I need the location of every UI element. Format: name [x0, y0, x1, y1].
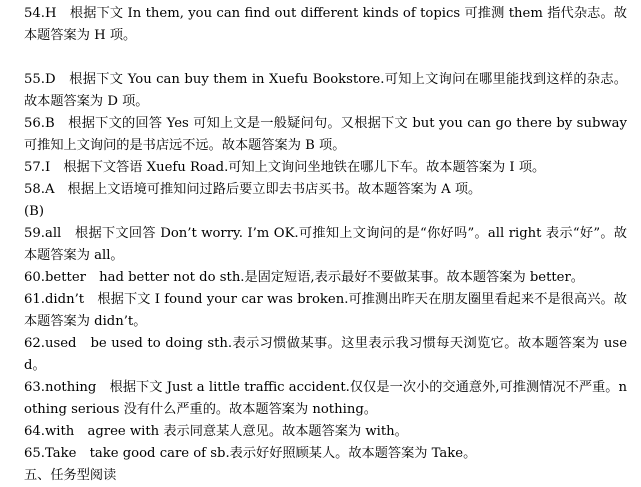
answer-64: 64.with agree with 表示同意某人意见。故本题答案为 with。 [24, 424, 408, 439]
answer-54: 54.H 根据下文 In them, you can find out different kinds of topics 可推测 them 指代杂志。故本题答案为 H 项。 [24, 6, 627, 43]
blank-line [24, 47, 627, 69]
answer-56: 56.B 根据下文的回答 Yes 可知上文是一般疑问句。又根据下文 but you can go there by subway 可推知上文询问的是书店远不远。故本题答案为 B 项。 [24, 116, 627, 153]
answer-59: 59.all 根据下文回答 Don’t worry. I’m OK.可推知上文询问的是“你好吗”。all right 表示“好”。故本题答案为 all。 [24, 226, 627, 263]
answer-65: 65.Take take good care of sb.表示好好照顾某人。故本题答案为 Take。 [24, 446, 477, 461]
answer-58: 58.A 根据上文语境可推知问过路后要立即去书店买书。故本题答案为 A 项。 [24, 182, 482, 197]
answer-62: 62.used be used to doing sth.表示习惯做某事。这里表示我习惯每天浏览它。故本题答案为 used。 [24, 336, 627, 373]
answer-55: 55.D 根据下文 You can buy them in Xuefu Bookstore.可知上文询问在哪里能找到这样的杂志。故本题答案为 D 项。 [24, 72, 627, 109]
answer-63: 63.nothing 根据下文 Just a little traffic accident.仅仅是一次小的交通意外,可推测情况不严重。nothing serious 没有什么严重的。故本题答案为 nothing。 [24, 380, 627, 417]
answer-60: 60.better had better not do sth.是固定短语,表示最好不要做某事。故本题答案为 better。 [24, 270, 584, 285]
section-b-heading: (B) [24, 204, 44, 219]
section-five-heading: 五、任务型阅读 [24, 468, 117, 483]
answer-61: 61.didn’t 根据下文 I found your car was broken.可推测出昨天在朋友圈里看起来不是很高兴。故本题答案为 didn’t。 [24, 292, 627, 329]
answer-57: 57.I 根据下文答语 Xuefu Road.可知上文询问坐地铁在哪儿下车。故本题答案为 I 项。 [24, 160, 546, 175]
